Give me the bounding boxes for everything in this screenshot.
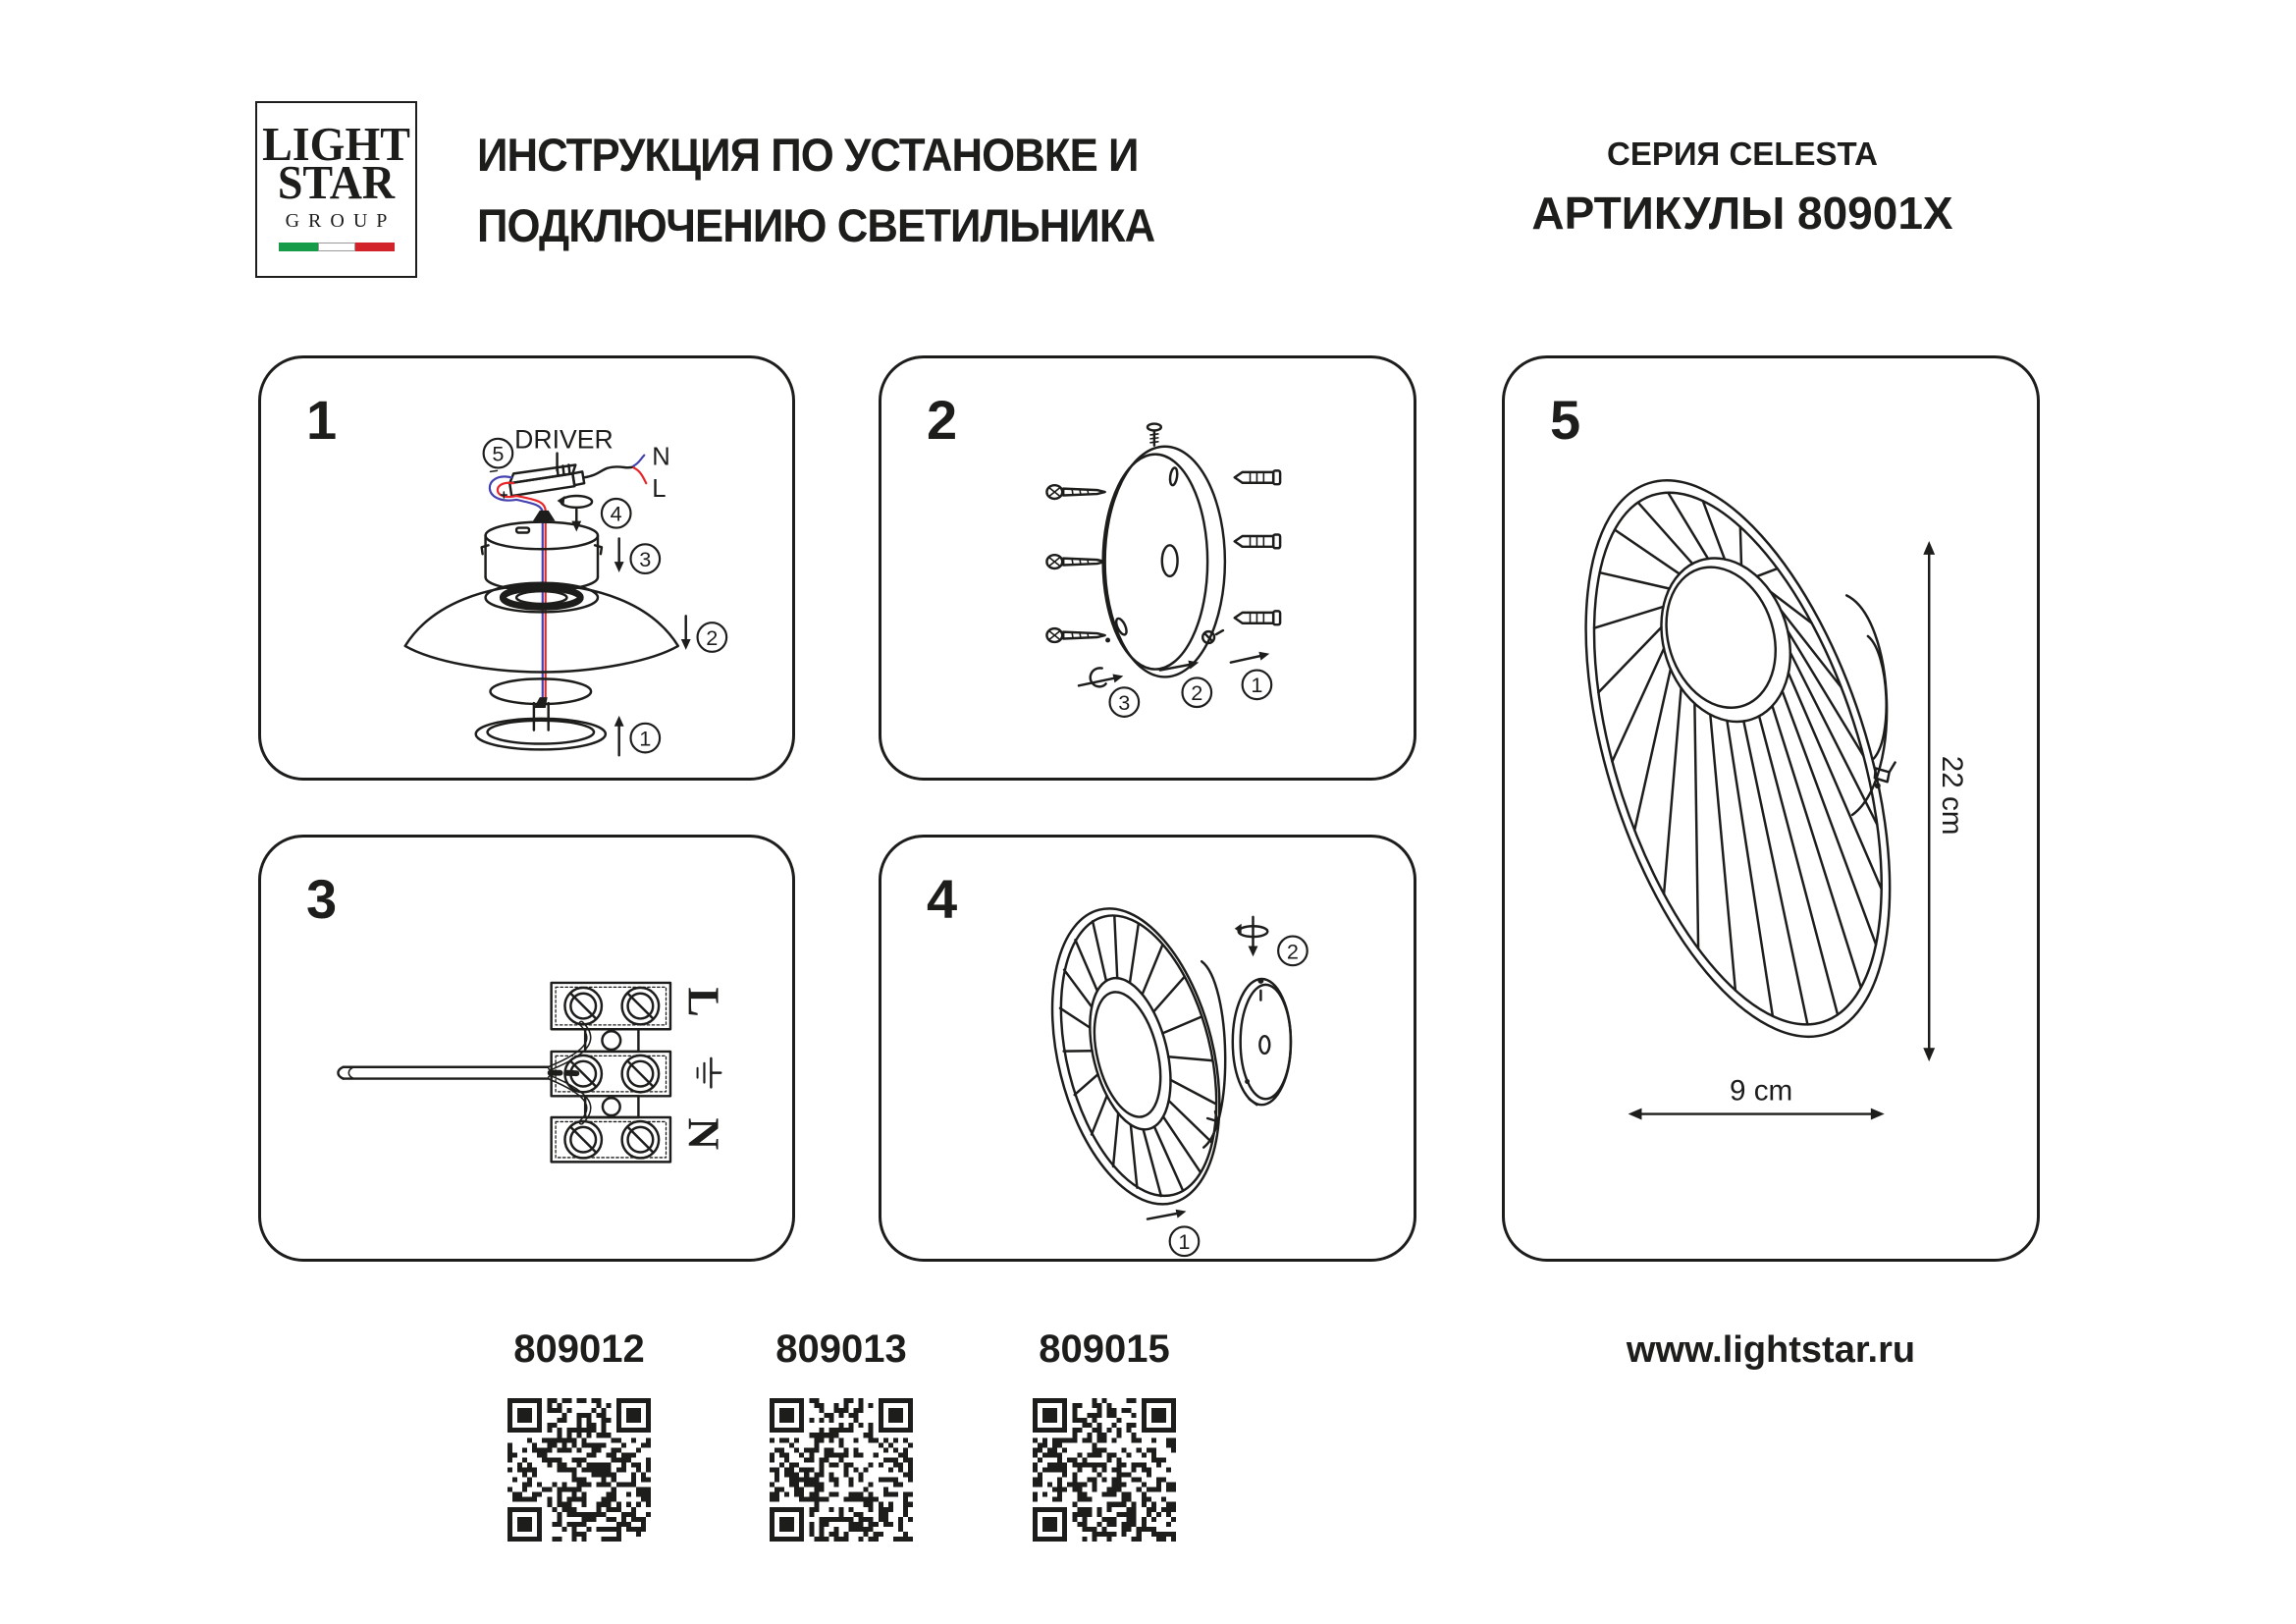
website-url: www.lightstar.ru (1626, 1329, 1916, 1371)
step-5-badge (484, 439, 513, 468)
diagram-mounting-plate (881, 358, 1414, 778)
panel-step-4 (879, 835, 1416, 1262)
step-3-badge (614, 538, 660, 573)
wire-n-label: N (652, 443, 670, 471)
driver-unit (490, 425, 670, 503)
svg-text:1: 1 (639, 726, 652, 751)
panel-step-2 (879, 355, 1416, 781)
step-2-badge (681, 616, 726, 651)
svg-text:2: 2 (1286, 939, 1299, 964)
width-dimension (1629, 1075, 1885, 1120)
terminal-l-label: L (678, 987, 728, 1017)
series-block (1512, 135, 1973, 240)
step-1-badge (614, 716, 660, 755)
height-dimension (1923, 541, 1968, 1061)
qr-code-809015 (1033, 1398, 1176, 1542)
article-number-2: 809013 (775, 1327, 907, 1371)
svg-text:1: 1 (1251, 673, 1263, 698)
rotate-icon (1079, 668, 1123, 686)
diffuser-assembly (476, 678, 606, 749)
mounting-plate (1103, 447, 1225, 677)
lamp-side-view (1525, 444, 1949, 1074)
series-label: СЕРИЯ CELESTA (1606, 135, 1879, 172)
logo-line-group: GROUP (285, 210, 397, 232)
panel-1-number: 1 (306, 389, 338, 451)
diagram-wiring-terminal (261, 838, 792, 1259)
svg-text:3: 3 (1118, 689, 1131, 715)
lightstar-logo (255, 101, 417, 278)
ribbed-shade (1024, 892, 1248, 1222)
qr-code-809013 (770, 1398, 913, 1542)
step-2-badge (1160, 661, 1211, 707)
step-3-badge (1110, 687, 1140, 717)
logo-line-light: LIGHT (262, 117, 410, 171)
earth-symbol-icon (698, 1058, 721, 1088)
step-1-badge (1231, 652, 1271, 699)
svg-text:3: 3 (639, 547, 652, 572)
step-2-badge (1278, 937, 1308, 966)
page-title-line1: ИНСТРУКЦИЯ ПО УСТАНОВКЕ И (477, 129, 1139, 181)
mount-disc (1233, 978, 1291, 1105)
article-number-3: 809015 (1039, 1327, 1170, 1371)
svg-text:4: 4 (610, 501, 622, 526)
diagram-shade-attach (881, 838, 1414, 1259)
top-screw-icon (1148, 424, 1161, 446)
width-value: 9 cm (1729, 1074, 1793, 1108)
panel-dimensions (1502, 355, 2040, 1262)
height-value: 22 cm (1936, 755, 1969, 836)
svg-text:5: 5 (492, 441, 505, 466)
wire-l-label: L (652, 475, 667, 504)
svg-text:1: 1 (1178, 1229, 1191, 1255)
panel-4-number: 4 (927, 868, 958, 930)
screws-icons (1046, 485, 1104, 642)
page-title (477, 120, 1154, 261)
panel-step-3 (258, 835, 795, 1262)
page-title-line2: ПОДКЛЮЧЕНИЮ СВЕТИЛЬНИКА (477, 199, 1155, 251)
svg-text:2: 2 (706, 624, 719, 650)
panel-2-number: 2 (927, 389, 958, 451)
step-4-badge (602, 499, 631, 528)
terminal-n-label: N (678, 1117, 728, 1151)
article-number-1: 809012 (513, 1327, 645, 1371)
diagram-lamp-dimensions (1505, 358, 2037, 1259)
logo-line-star: STAR (277, 155, 396, 209)
wall-anchor-icons (1235, 470, 1280, 624)
articles-label: АРТИКУЛЫ 80901X (1531, 188, 1953, 239)
driver-label: DRIVER (514, 424, 614, 455)
feed-wires (516, 496, 555, 697)
diagram-exploded-canopy (261, 358, 792, 778)
svg-text:2: 2 (1191, 680, 1203, 706)
qr-code-809012 (507, 1398, 651, 1542)
panel-3-number: 3 (306, 868, 338, 930)
rotate-icon (1235, 917, 1268, 956)
panel-step-1 (258, 355, 795, 781)
italian-flag-stripe (279, 243, 395, 251)
panel-5-number: 5 (1550, 389, 1581, 451)
step-1-badge (1148, 1210, 1199, 1256)
